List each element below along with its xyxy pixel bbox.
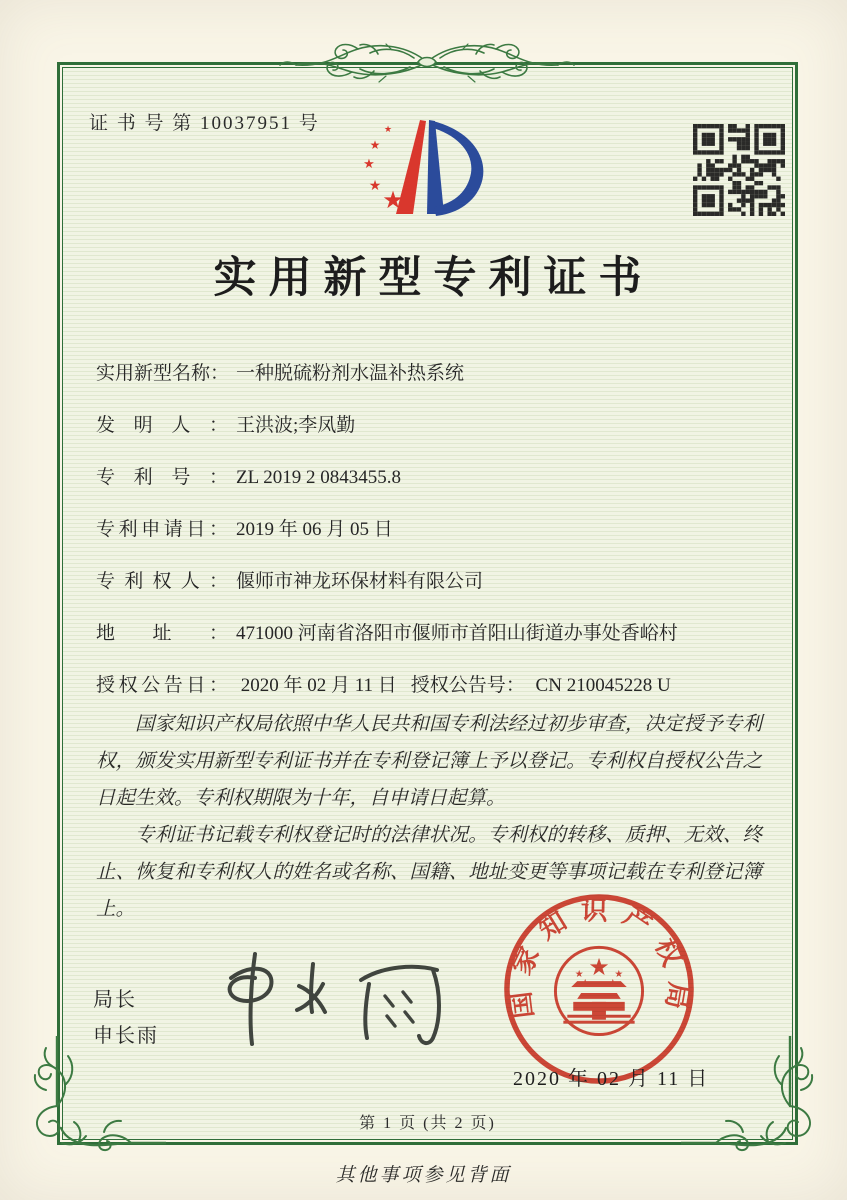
- field-label: 专利号 ：: [96, 452, 228, 504]
- back-note: 其他事项参见背面: [335, 1165, 512, 1186]
- national-emblem-icon: [555, 947, 642, 1034]
- field-label: 实用新型名称 ：: [96, 348, 228, 400]
- svg-text:★: ★: [363, 157, 375, 172]
- field-row-patent-no: [96, 452, 768, 504]
- director-signature: [193, 940, 483, 1060]
- certificate-title: 实用新型专利证书: [213, 255, 654, 302]
- cnipa-logo-icon: [363, 112, 493, 224]
- svg-text:★: ★: [614, 969, 624, 981]
- field-row-patentee: [96, 556, 768, 608]
- official-seal-icon: [500, 890, 698, 1088]
- svg-text:★: ★: [368, 178, 382, 194]
- corner-flourish-right-icon: [681, 1036, 821, 1158]
- field-value: 一种脱硫粉剂水温补热系统: [236, 363, 465, 384]
- field-value: 471000 河南省洛阳市偃师市首阳山街道办事处香峪村: [236, 623, 678, 644]
- field-value: 王洪波;李凤勤: [236, 415, 356, 436]
- field-row-address: [96, 608, 768, 660]
- issue-date: 2020 年 02 月 11 日: [513, 1068, 710, 1090]
- svg-text:★: ★: [383, 125, 393, 135]
- svg-text:★: ★: [588, 953, 610, 982]
- corner-flourish-left-icon: [26, 1036, 166, 1158]
- svg-text:★: ★: [382, 186, 404, 214]
- legal-paragraph: 专利证书记载专利权登记时的法律状况。专利权的转移、质押、无效、终止、恢复和专利权人的姓名或名称、国籍、地址变更等事项记载在专利登记簿上。: [96, 825, 762, 920]
- field-row-inventor: [96, 400, 768, 452]
- guilloche-background: [62, 67, 793, 1140]
- certificate-frame: [57, 62, 798, 1145]
- svg-text:★: ★: [369, 138, 381, 152]
- field-row-name: [96, 348, 768, 400]
- field-list: [96, 348, 768, 712]
- field-value: 2020 年 02 月 11 日: [240, 675, 397, 696]
- field-label: 专利权人 ：: [96, 556, 228, 608]
- field-label: 发明人 ：: [96, 400, 228, 452]
- director-title: 局长: [93, 989, 137, 1011]
- director-name: 申长雨: [93, 1025, 159, 1047]
- qr-code: [693, 124, 785, 216]
- certificate-number: 证 书 号 第 10037951 号: [89, 113, 320, 134]
- field-row-filing-date: [96, 504, 768, 556]
- page-indicator: 第 1 页 (共 2 页): [359, 1115, 496, 1132]
- field-label: 专利申请日 ：: [96, 504, 228, 556]
- field-label: 授权公告号 ：: [411, 660, 523, 712]
- seal-text: 国家知识产权局: [503, 895, 695, 1025]
- field-value: 2019 年 06 月 05 日: [236, 519, 393, 540]
- field-value: ZL 2019 2 0843455.8: [236, 467, 402, 488]
- field-label: 授权公告日 ：: [96, 660, 228, 712]
- field-value: CN 210045228 U: [535, 675, 671, 696]
- field-label: 地址 ：: [96, 608, 228, 660]
- field-value: 偃师市神龙环保材料有限公司: [236, 571, 484, 592]
- svg-text:★: ★: [574, 969, 584, 981]
- legal-paragraph: 国家知识产权局依照中华人民共和国专利法经过初步审查，决定授予专利权，颁发实用新型专利证书并在专利登记簿上予以登记。专利权自授权公告之日起生效。专利权期限为十年，自申请日起算。: [96, 714, 762, 809]
- field-grant-no: [411, 660, 671, 712]
- field-grant-date: [96, 660, 397, 712]
- top-flourish-icon: [240, 34, 614, 92]
- field-row-grant: [96, 660, 768, 712]
